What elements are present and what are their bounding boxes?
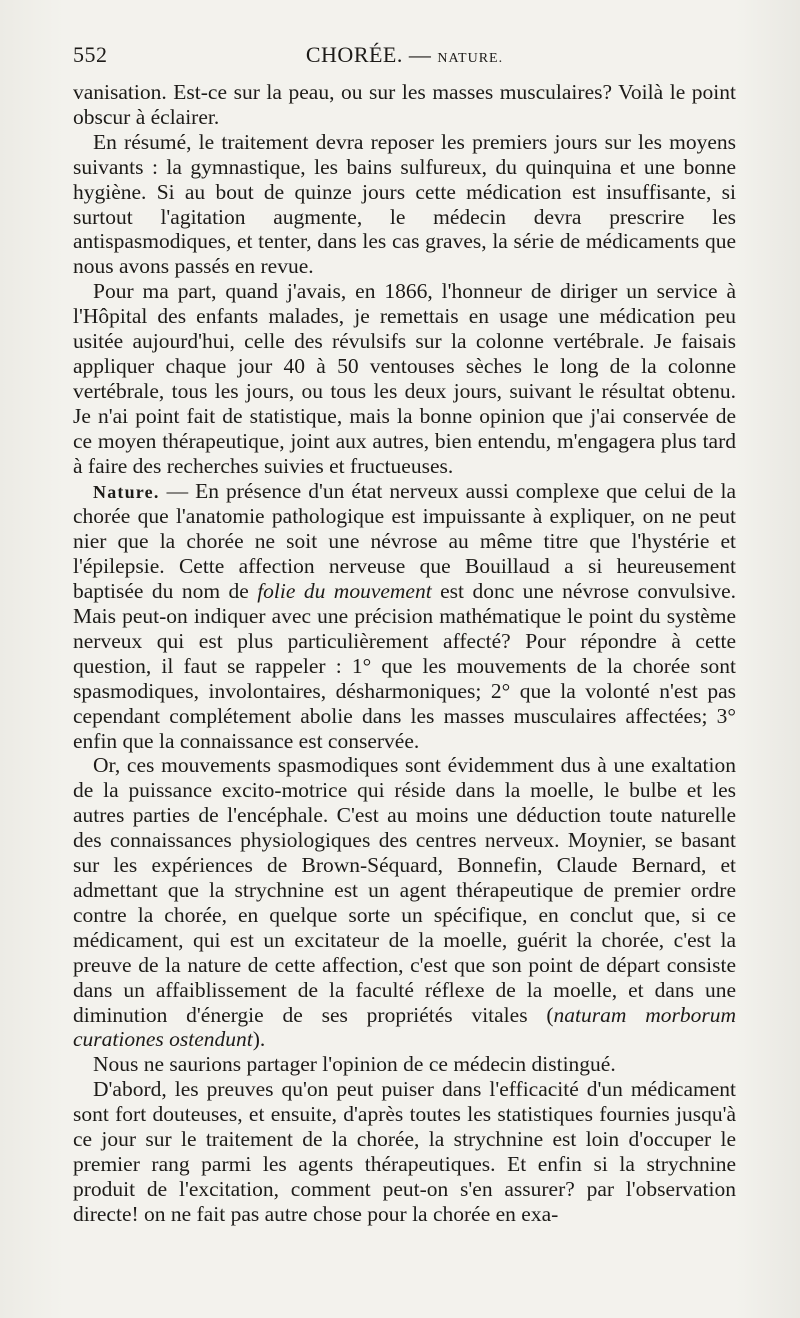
running-title-main: CHORÉE. bbox=[305, 42, 403, 67]
paragraph-summary: En résumé, le traitement devra reposer les premiers jours sur les moyens suivants : la gymnastique, les bains sulfureux, du quinquina et une bonne hygiène. Si au bout de quinze jours cette médication est insuffisante, si surtout l'agitation augmente, le médecin devra prescrire les antispasmodiques, et tenter, dans les cas graves, la série de médicaments que nous avons passés en revue. bbox=[73, 129, 736, 279]
section-heading-nature: Nature. bbox=[93, 481, 160, 502]
paragraph-spasmodic-latin: naturam morborum curationes ostendunt bbox=[73, 1002, 737, 1052]
paragraph-nature-text-a: — En présence d'un état nerveux aussi complexe que celui de la chorée que l'anatomie pathologique est impuissante à expliquer, on ne peut nier que la chorée ne soit une névrose au même titre que l'hystérie et l'épilepsie. Cette affection nerveuse que Bouillaud a si heureusement baptisée du nom de bbox=[73, 478, 736, 604]
running-title-dash: — bbox=[402, 42, 438, 67]
page-number: 552 bbox=[73, 42, 108, 67]
paragraph-nature bbox=[73, 479, 736, 754]
paragraph-opinion: Nous ne saurions partager l'opinion de ce médecin distingué. bbox=[93, 1052, 616, 1077]
running-title-sub: NATURE. bbox=[437, 51, 504, 66]
paragraph-spasmodic-text-b: ). bbox=[252, 1027, 266, 1052]
paragraph-personal-experience: Pour ma part, quand j'avais, en 1866, l'honneur de diriger un service à l'Hôpital des enfants malades, je remettais en usage une médication peu usitée aujourd'hui, celle des révulsifs sur la colonne vertébrale. Je faisais appliquer chaque jour 40 à 50 ventouses sèches le long de la colonne vertébrale, tous les jours, ou tous les deux jours, suivant le résultat obtenu. Je n'ai point fait de statistique, mais la bonne opinion que j'ai conservée de ce moyen thérapeutique, joint aux autres, bien entendu, m'engagera plus tard à faire des recherches suivies et fructueuses. bbox=[73, 279, 736, 478]
paragraph-nature-italic: folie du mouvement bbox=[257, 579, 432, 604]
paragraph-evidence: D'abord, les preuves qu'on peut puiser dans l'efficacité d'un médicament sont fort douteuses, et ensuite, d'après toutes les statistiques fournies jusqu'à ce jour sur le traitement de la chorée, la strychnine est loin d'occuper le premier rang parmi les agents thérapeutiques. Et enfin si la strychnine produit de l'excitation, comment peut-on s'en assurer? par l'observation directe! on ne fait pas autre chose pour la chorée en exa- bbox=[73, 1077, 736, 1226]
running-head bbox=[73, 40, 736, 80]
paragraph-continuation: vanisation. Est-ce sur la peau, ou sur les masses musculaires? Voilà le point obscur à éclairer. bbox=[73, 80, 736, 129]
paragraph-spasmodic-text-a: Or, ces mouvements spasmodiques sont évidemment dus à une exaltation de la puissance excito-motrice qui réside dans la moelle, le bulbe et les autres parties de l'encéphale. C'est au moins une déduction toute naturelle des connaissances physiologiques des centres nerveux. Moynier, se basant sur les expériences de Brown-Séquard, Bonnefin, Claude Bernard, et admettant que la strychnine est un agent thérapeutique de premier ordre contre la chorée, en quelque sorte un spécifique, en conclut que, si ce médicament, qui est un excitateur de la moelle, guérit la chorée, c'est la preuve de la nature de cette affection, c'est que son point de départ consiste dans un affaiblissement de la faculté réflexe de la moelle, et dans une diminution d'énergie de ses propriétés vitales ( bbox=[73, 753, 736, 1027]
paragraph-spasmodic bbox=[73, 753, 736, 1052]
running-title bbox=[73, 42, 736, 68]
paragraph-nature-text-b: est donc une névrose convulsive. Mais peut-on indiquer avec une précision mathématique le point du système nerveux qui est plus particulièrement affecté? Pour répondre à cette question, il faut se rappeler : 1° que les mouvements de la chorée sont spasmodiques, involontaires, désharmoniques; 2° que la volonté n'est pas cependant complétement abolie dans les masses musculaires affectées; 3° enfin que la connaissance est conservée. bbox=[73, 579, 736, 753]
body-text bbox=[73, 80, 736, 1227]
